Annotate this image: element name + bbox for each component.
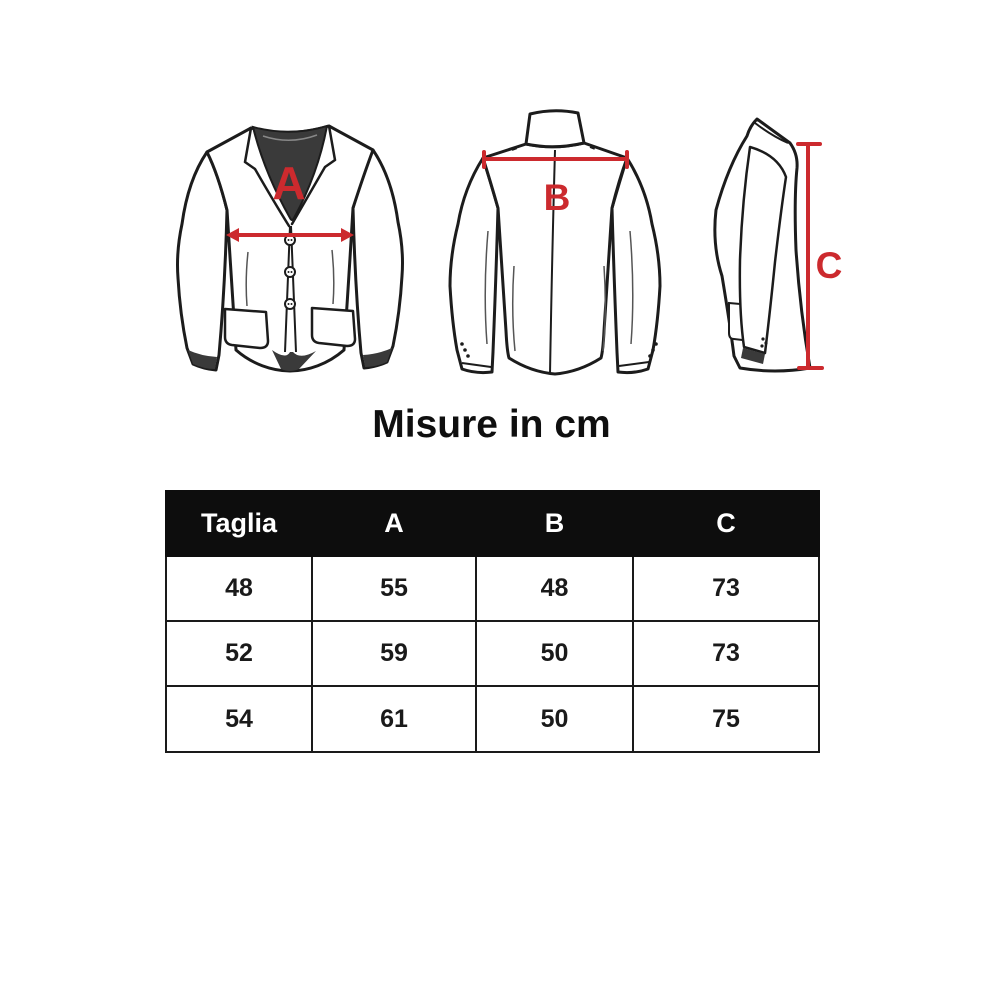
- page-title: Misure in cm: [372, 403, 611, 446]
- size-cell: 73: [633, 556, 819, 621]
- header-row: [166, 491, 819, 556]
- jacket-front-diagram: [168, 112, 406, 384]
- size-cell: 48: [166, 556, 312, 621]
- size-cell: 61: [312, 686, 476, 752]
- measure-c-label: C: [815, 245, 843, 286]
- size-table-header: [166, 491, 819, 556]
- column-header-a: A: [312, 491, 476, 556]
- size-cell: 73: [633, 621, 819, 686]
- measure-b-label: B: [543, 177, 571, 218]
- back-collar: [526, 111, 584, 147]
- size-cell: 55: [312, 556, 476, 621]
- front-left-pocket: [225, 309, 268, 348]
- table-row: [166, 686, 819, 752]
- size-table: [165, 490, 820, 753]
- size-cell: 50: [476, 686, 633, 752]
- front-right-pocket: [312, 308, 355, 346]
- size-cell: 59: [312, 621, 476, 686]
- table-row: [166, 621, 819, 686]
- column-header-c: C: [633, 491, 819, 556]
- measure-a-label: A: [272, 157, 306, 209]
- back-right-sleeve: [612, 158, 660, 373]
- back-left-sleeve: [450, 158, 498, 373]
- jacket-side-diagram: [700, 110, 850, 382]
- column-header-taglia: Taglia: [166, 491, 312, 556]
- table-row: [166, 556, 819, 621]
- column-header-b: B: [476, 491, 633, 556]
- size-cell: 54: [166, 686, 312, 752]
- size-cell: 52: [166, 621, 312, 686]
- size-cell: 48: [476, 556, 633, 621]
- jacket-back-diagram: [438, 106, 680, 382]
- size-cell: 50: [476, 621, 633, 686]
- size-cell: 75: [633, 686, 819, 752]
- size-table-body: [166, 556, 819, 752]
